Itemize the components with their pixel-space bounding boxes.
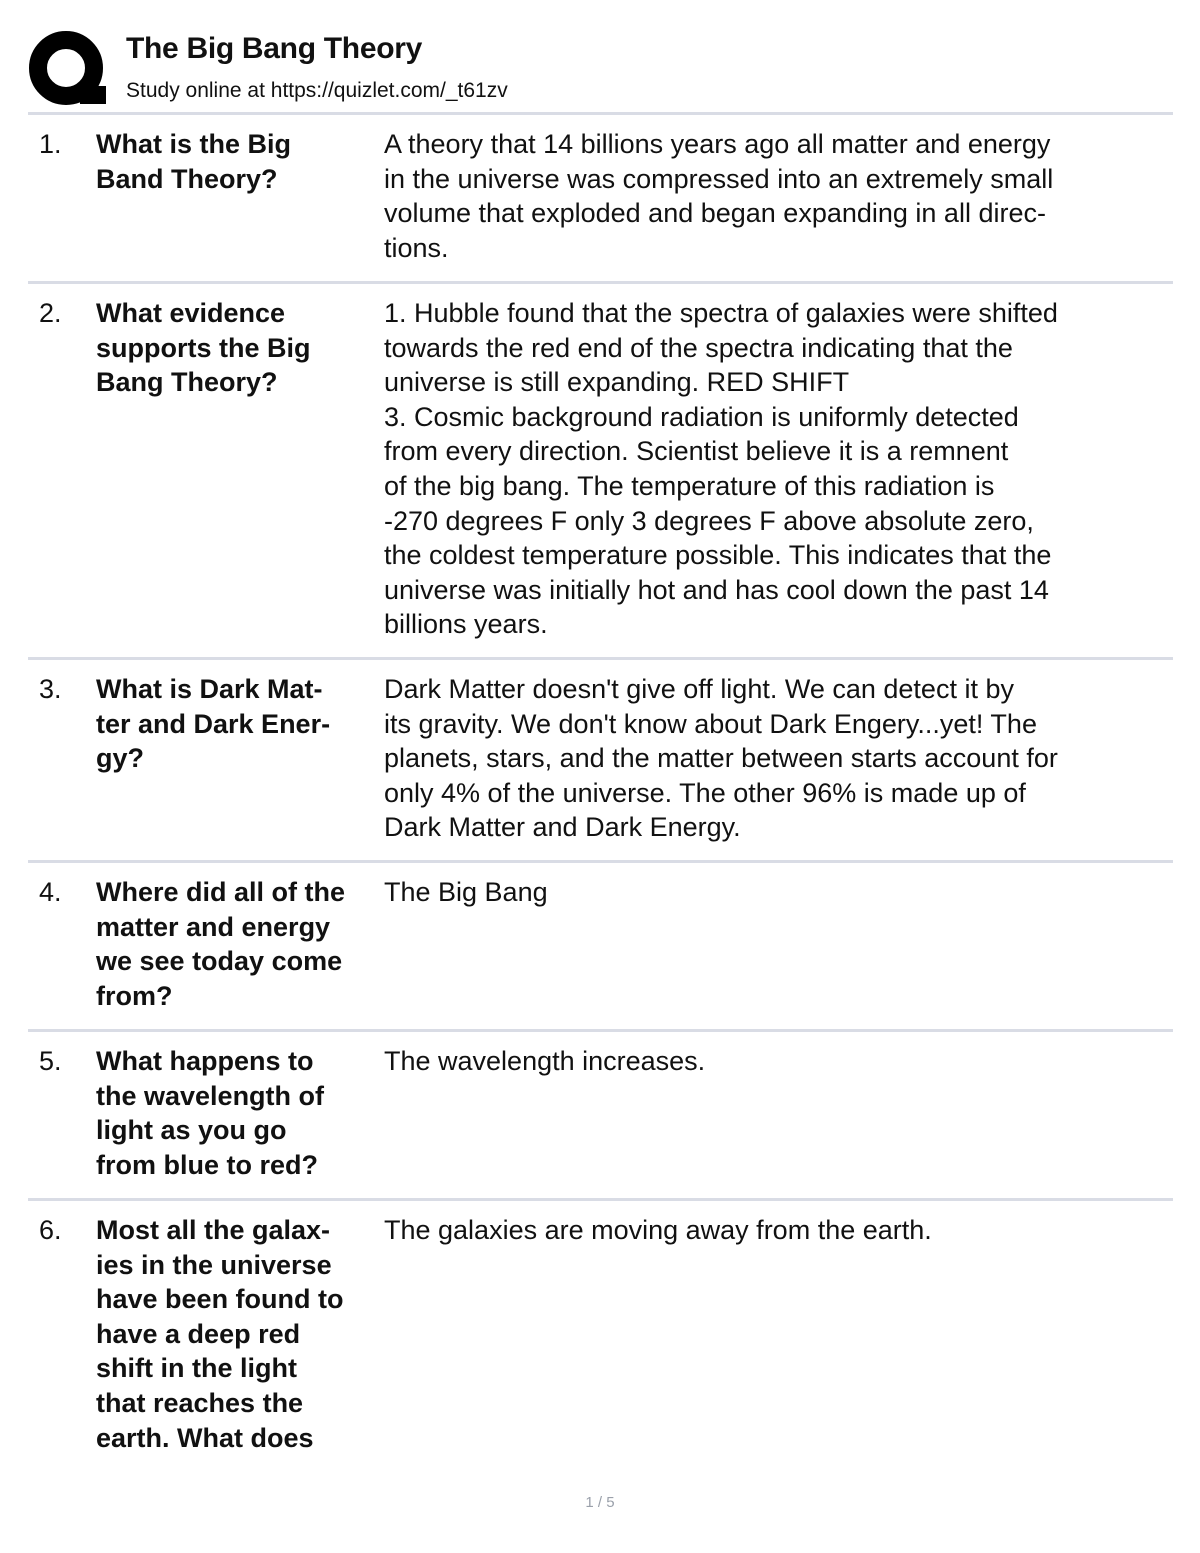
flashcard-row — [28, 1032, 1173, 1201]
card-term: What is the Big Band Theory? — [96, 129, 291, 194]
flashcard-row — [28, 660, 1173, 863]
card-number: 5. — [39, 1046, 62, 1076]
card-term: What is Dark Mat- ter and Dark Ener- gy? — [96, 674, 331, 774]
card-number: 1. — [39, 129, 62, 159]
card-definition: Dark Matter doesn't give off light. We can detect it by its gravity. We don't know about Dark Engery...yet! The planets, stars, and the matter between starts account for only 4% of the universe. The other 96% is made up of Dark Matter and Dark Energy. — [384, 674, 1058, 843]
flashcard-row — [28, 115, 1173, 284]
card-number: 3. — [39, 674, 62, 704]
card-number: 2. — [39, 298, 62, 328]
page-number: 1 / 5 — [585, 1494, 615, 1511]
document-title: The Big Bang Theory — [126, 32, 422, 65]
card-number: 6. — [39, 1215, 62, 1245]
quizlet-q-logo-icon — [28, 30, 108, 110]
flashcard-row — [28, 1201, 1173, 1461]
flashcard-row — [28, 284, 1173, 660]
page-header — [28, 30, 1173, 114]
card-definition: The wavelength increases. — [384, 1046, 706, 1076]
card-definition: A theory that 14 billions years ago all matter and energy in the universe was compressed into an extremely small volume that exploded and began expanding in all direc- tions. — [384, 129, 1054, 263]
card-term: What evidence supports the Big Bang Theory? — [96, 298, 311, 398]
study-link-text: Study online at https://quizlet.com/_t61zv — [126, 79, 508, 102]
flashcard-list — [28, 115, 1173, 1461]
card-term: Where did all of the matter and energy we see today come from? — [96, 877, 346, 1011]
card-definition: 1. Hubble found that the spectra of galaxies were shifted towards the red end of the spectra indicating that the universe is still expanding. RED SHIFT 3. Cosmic background radiation is uniformly detected from every direction. Scientist believe it is a remnent of the big bang. The temperature of this radiation is -270 degrees F only 3 degrees F above absolute zero, the coldest temperature possible. This indicates that the universe was initially hot and has cool down the past 14 billions years. — [384, 298, 1058, 640]
card-number: 4. — [39, 877, 62, 907]
card-term: Most all the galax- ies in the universe have been found to have a deep red shift in the light that reaches the earth. What does — [96, 1215, 344, 1453]
card-term: What happens to the wavelength of light as you go from blue to red? — [96, 1046, 325, 1180]
flashcard-row — [28, 863, 1173, 1032]
card-definition: The galaxies are moving away from the earth. — [384, 1215, 932, 1245]
card-definition: The Big Bang — [384, 877, 548, 907]
